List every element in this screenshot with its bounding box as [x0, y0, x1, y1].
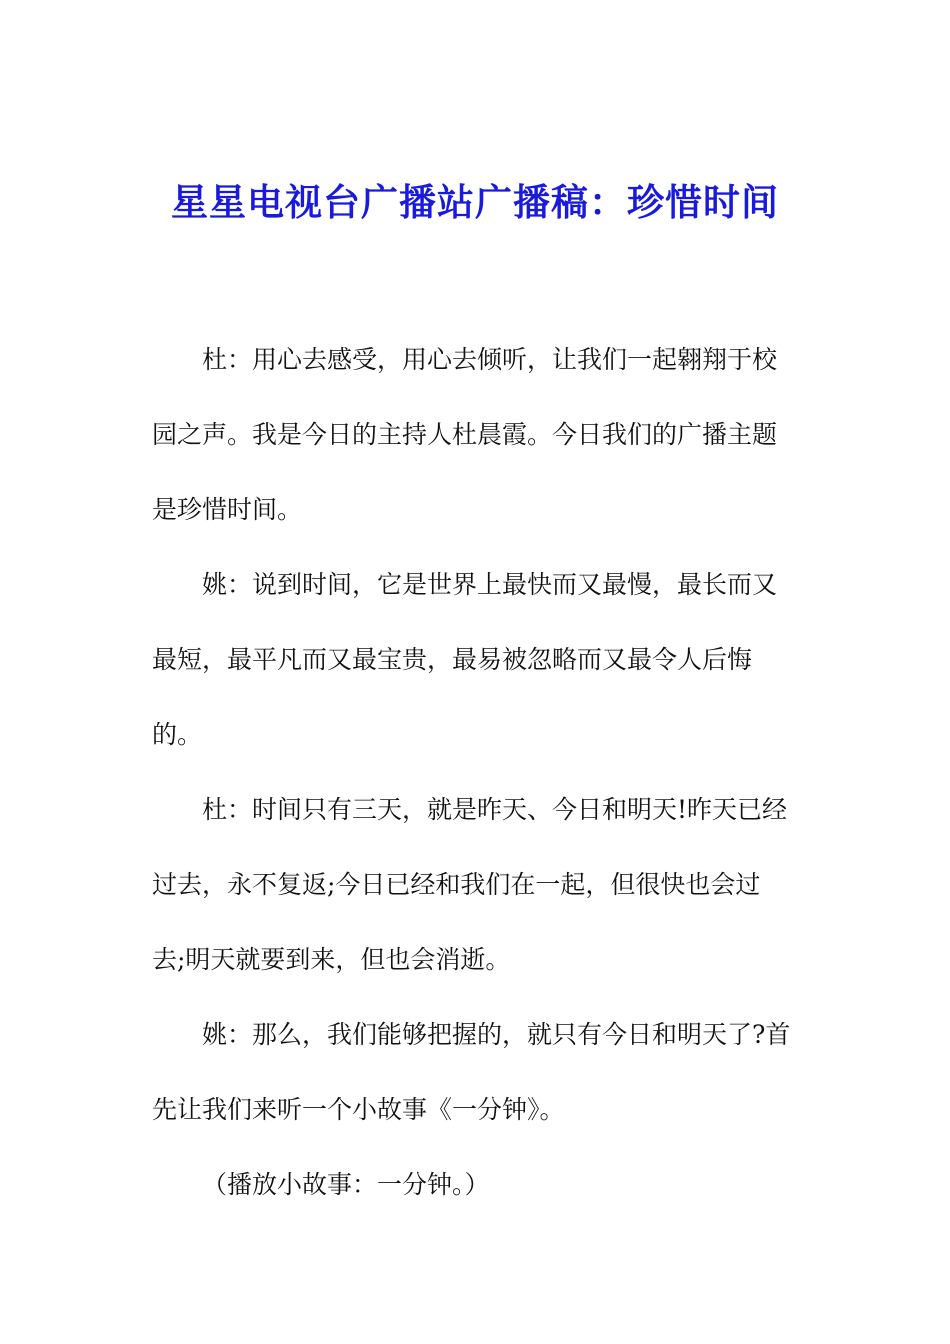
paragraph-line: 的。 [152, 720, 203, 749]
paragraph-line: 杜：用心去感受，用心去倾听，让我们一起翱翔于校 [202, 345, 778, 374]
paragraph-line: 姚：说到时间，它是世界上最快而又最慢，最长而又 [202, 570, 778, 599]
paragraph-line: 先让我们来听一个小故事《一分钟》。 [152, 1095, 565, 1124]
paragraph-line: 杜：时间只有三天，就是昨天、今日和明天!昨天已经 [202, 795, 788, 824]
document-body [152, 322, 812, 1222]
paragraph-line: 姚：那么，我们能够把握的，就只有今日和明天了?首 [202, 1020, 791, 1049]
paragraph-line: 是珍惜时间。 [152, 495, 303, 524]
paragraph-line: 去;明天就要到来，但也会消逝。 [152, 945, 511, 974]
paragraph-line: （播放小故事：一分钟。） [202, 1170, 490, 1199]
paragraph-line: 园之声。我是今日的主持人杜晨霞。今日我们的广播主题 [152, 420, 778, 449]
paragraph-line: 过去，永不复返;今日已经和我们在一起，但很快也会过 [152, 870, 761, 899]
document-title: 星星电视台广播站广播稿：珍惜时间 [171, 180, 779, 224]
paragraph-line: 最短，最平凡而又最宝贵，最易被忽略而又最令人后悔 [152, 645, 753, 674]
